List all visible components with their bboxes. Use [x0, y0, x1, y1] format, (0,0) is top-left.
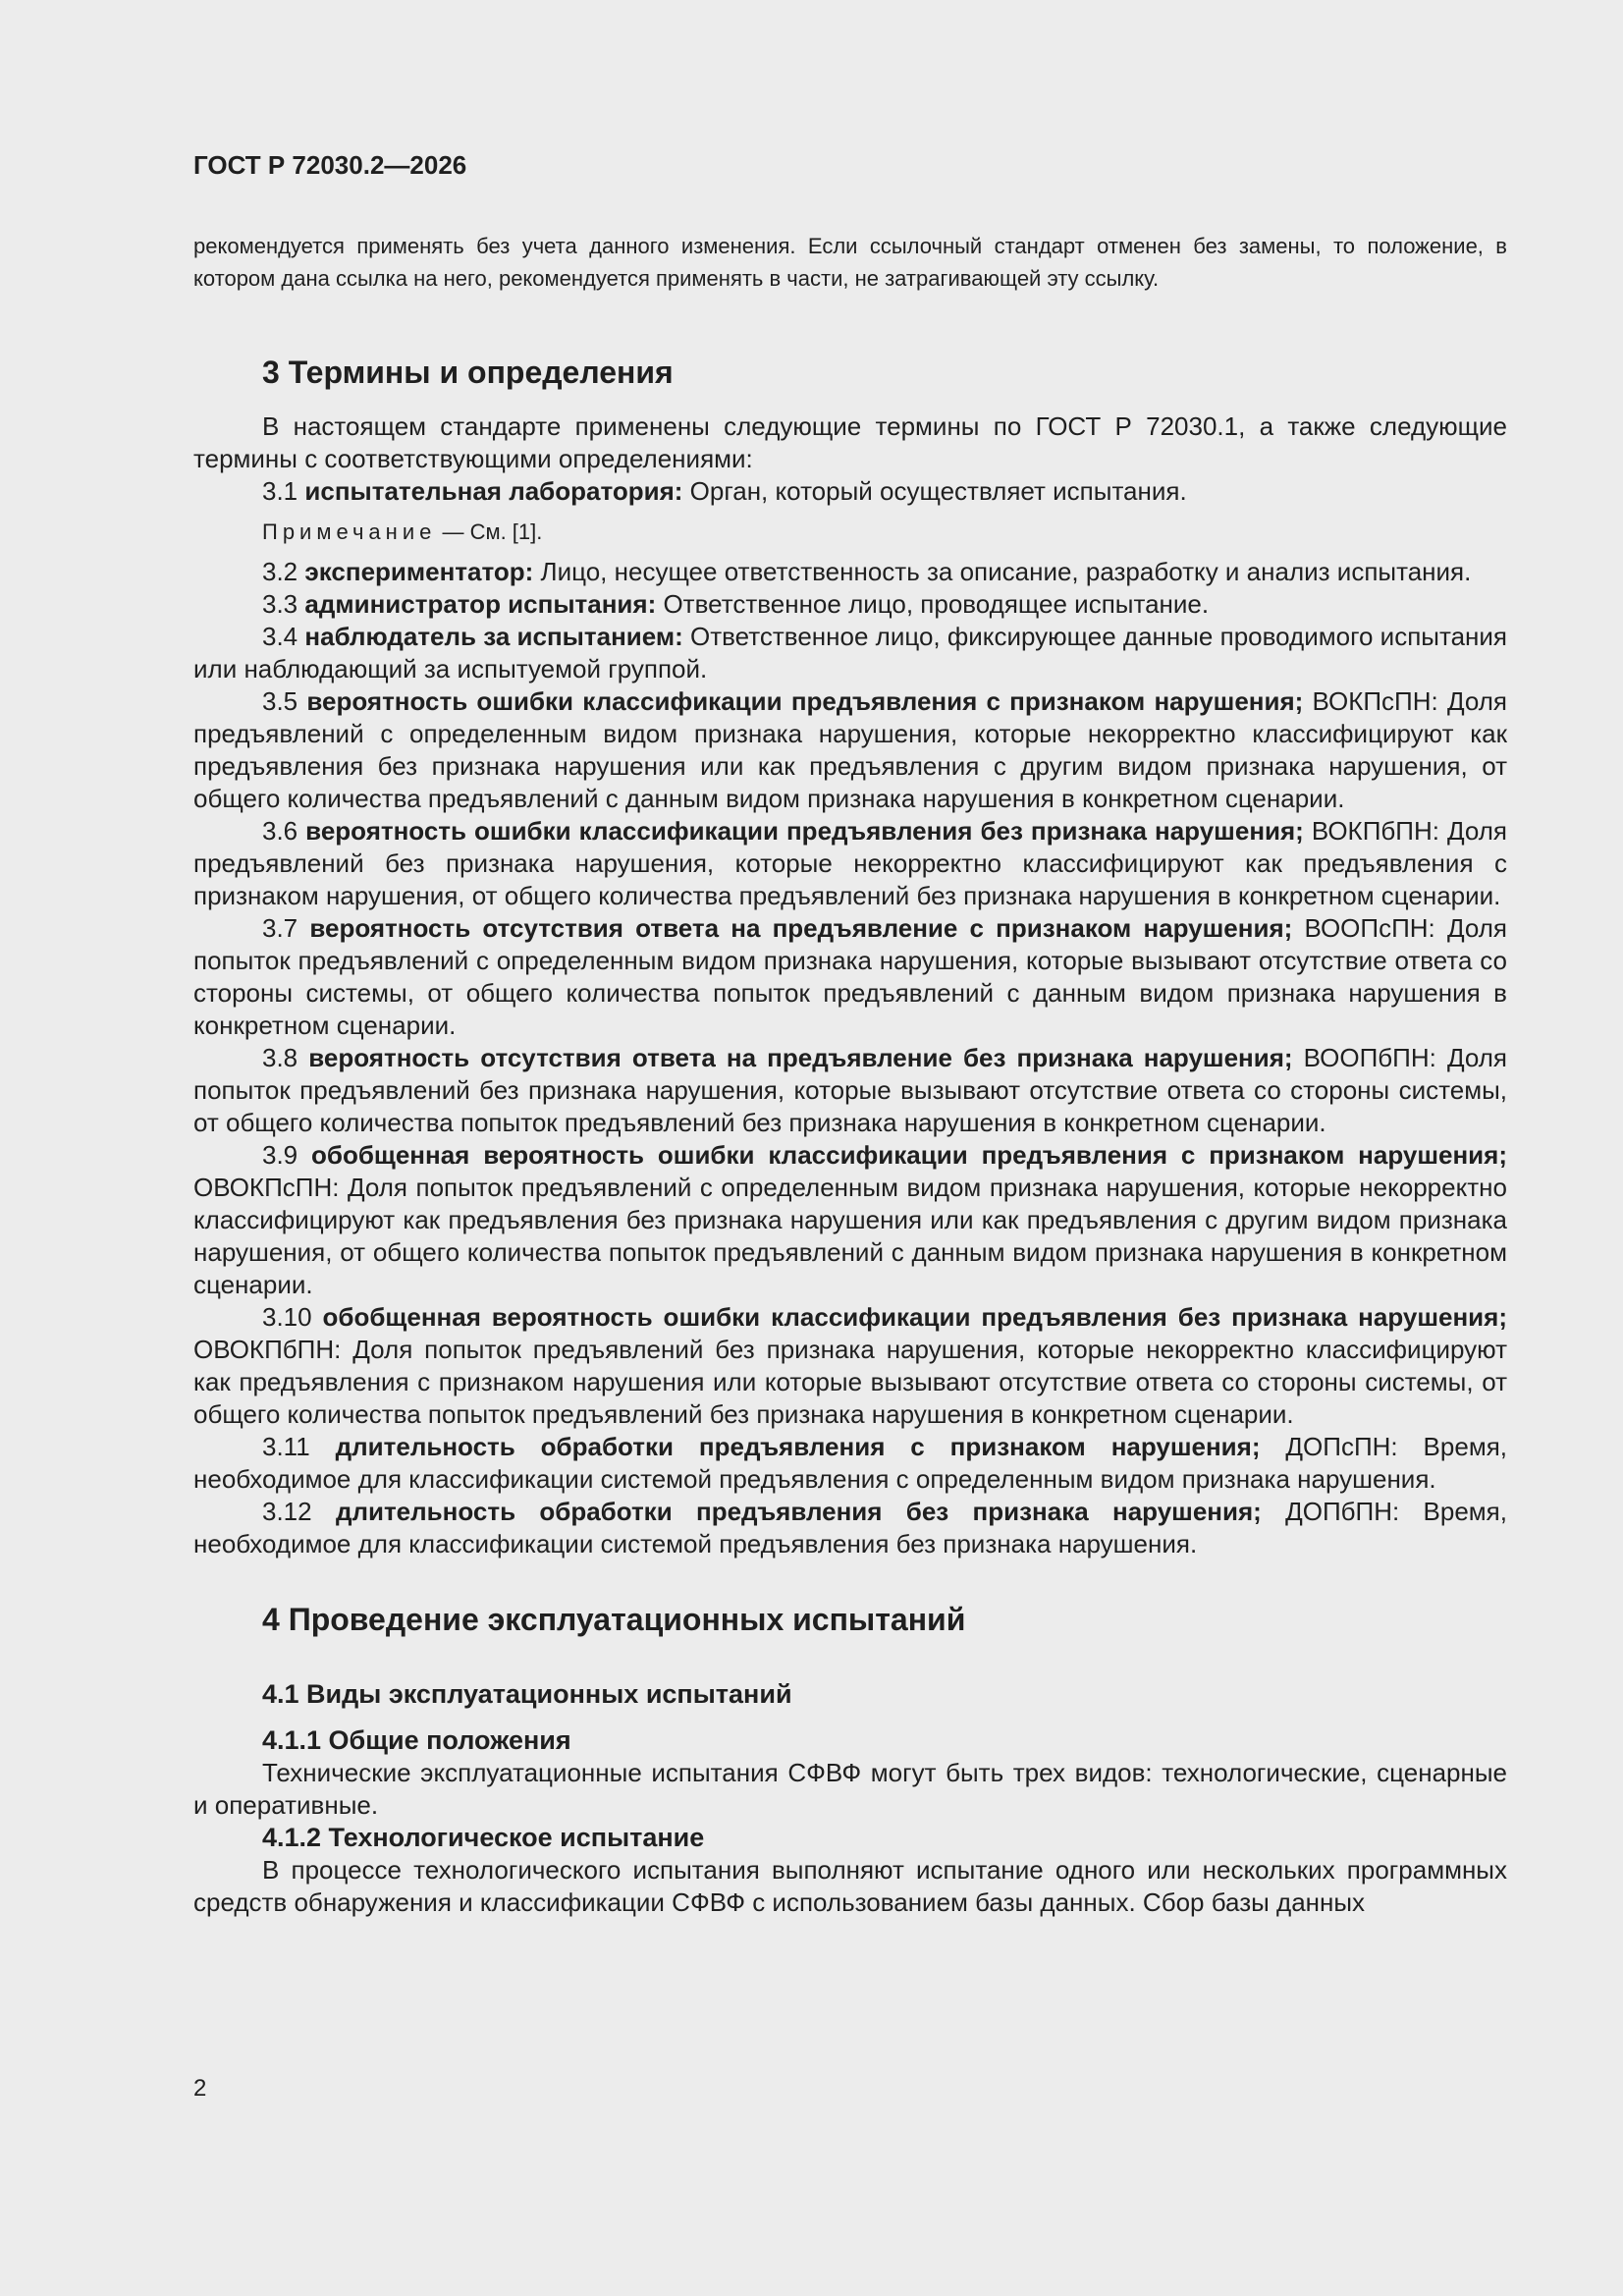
- term-number: 3.3: [262, 589, 298, 619]
- term-definition: ВООПсПН: Доля попыток предъявлений с определенным видом признака нарушения, которые вызывают отсутствие ответа со стороны системы, от общего количества попыток предъявлений с данным видом признака нарушения в конкретном сценарии.: [193, 913, 1507, 1040]
- term-definition: Лицо, несущее ответственность за описание, разработку и анализ испытания.: [533, 557, 1472, 586]
- term-number: 3.2: [262, 557, 298, 586]
- section-4-1-title: 4.1 Виды эксплуатационных испытаний: [262, 1679, 792, 1709]
- term-3-11: [193, 1431, 1507, 1496]
- term-name: экспериментатор:: [304, 557, 534, 586]
- term-number: 3.8: [262, 1043, 298, 1072]
- term-definition: ОВОКПбПН: Доля попыток предъявлений без признака нарушения, которые некорректно классифицируют как предъявления с признаком нарушения или которые вызывают отсутствие ответа со стороны системы, от общего количества попыток предъявлений без признака нарушения в конкретном сценарии.: [193, 1335, 1507, 1429]
- page-number: 2: [193, 2075, 207, 2102]
- term-3-6: [193, 815, 1507, 912]
- term-definition: ОВОКПсПН: Доля попыток предъявлений с определенным видом признака нарушения, которые некорректно классифицируют как предъявления без признака нарушения или как предъявления с другим видом признака нарушения, от общего количества попыток предъявлений с данным видом признака нарушения в конкретном сценарии.: [193, 1173, 1507, 1299]
- term-3-8: [193, 1042, 1507, 1139]
- term-name: наблюдатель за испытанием:: [304, 622, 683, 651]
- term-3-10: [193, 1301, 1507, 1431]
- page-content: [193, 145, 1507, 1919]
- term-definition: ДОПсПН: Время, необходимое для классификации системой предъявления с определенным видом признака нарушения.: [193, 1432, 1507, 1494]
- term-definition: ВОКПсПН: Доля предъявлений с определенным видом признака нарушения, которые некорректно классифицируют как предъявления без признака нарушения или как предъявления с другим видом признака нарушения, от общего количества предъявлений с данным видом признака нарушения в конкретном сценарии.: [193, 686, 1507, 813]
- term-number: 3.6: [262, 816, 298, 846]
- term-3-7: [193, 912, 1507, 1042]
- term-number: 3.4: [262, 622, 298, 651]
- term-3-12: [193, 1496, 1507, 1560]
- term-definition: ВОКПбПН: Доля предъявлений без признака нарушения, которые некорректно классифицируют как предъявления с признаком нарушения, от общего количества предъявлений без признака нарушения в конкретном сценарии.: [193, 816, 1507, 910]
- term-name: вероятность ошибки классификации предъявления без признака нарушения;: [305, 816, 1304, 846]
- term-definition: Ответственное лицо, проводящее испытание.: [656, 589, 1210, 619]
- term-name: длительность обработки предъявления без признака нарушения;: [335, 1497, 1262, 1526]
- term-name: обобщенная вероятность ошибки классификации предъявления без признака нарушения;: [322, 1302, 1507, 1332]
- term-number: 3.11: [262, 1432, 310, 1461]
- term-number: 3.1: [262, 476, 298, 506]
- document-header-code: ГОСТ Р 72030.2—2026: [193, 150, 467, 180]
- term-name: вероятность ошибки классификации предъявления с признаком нарушения;: [306, 686, 1304, 716]
- note-label: Примечание: [262, 519, 437, 544]
- note-text: — См. [1].: [436, 519, 543, 544]
- section-4-title: 4 Проведение эксплуатационных испытаний: [262, 1602, 966, 1637]
- term-3-9: [193, 1139, 1507, 1301]
- term-3-2: [193, 556, 1507, 588]
- term-name: обобщенная вероятность ошибки классификации предъявления с признаком нарушения;: [311, 1140, 1507, 1170]
- section-4-1-2-title: 4.1.2 Технологическое испытание: [262, 1823, 705, 1852]
- section-4-1-1-text: Технические эксплуатационные испытания СФВФ могут быть трех видов: технологические, сценарные и оперативные.: [193, 1758, 1507, 1820]
- term-name: испытательная лаборатория:: [304, 476, 683, 506]
- term-definition: ДОПбПН: Время, необходимое для классификации системой предъявления без признака нарушения.: [193, 1497, 1507, 1558]
- section-4-1-2-text: В процессе технологического испытания выполняют испытание одного или нескольких программных средств обнаружения и классификации СФВФ с использованием базы данных. Сбор базы данных: [193, 1855, 1507, 1917]
- section-3-lead: В настоящем стандарте применены следующие термины по ГОСТ Р 72030.1, а также следующие термины с соответствующими определениями:: [193, 411, 1507, 473]
- note-3-1: [193, 516, 1507, 548]
- term-3-4: [193, 621, 1507, 685]
- term-3-1: [193, 475, 1507, 508]
- section-4-1-1-title: 4.1.1 Общие положения: [262, 1725, 571, 1755]
- term-definition: ВООПбПН: Доля попыток предъявлений без признака нарушения, которые вызывают отсутствие ответа со стороны системы, от общего количества попыток предъявлений без признака нарушения в конкретном сценарии.: [193, 1043, 1507, 1137]
- term-name: длительность обработки предъявления с признаком нарушения;: [335, 1432, 1261, 1461]
- section-3-title: 3 Термины и определения: [262, 355, 674, 390]
- term-name: вероятность отсутствия ответа на предъявление без признака нарушения;: [308, 1043, 1293, 1072]
- term-name: вероятность отсутствия ответа на предъявление с признаком нарушения;: [309, 913, 1293, 943]
- intro-paragraph: рекомендуется применять без учета данного изменения. Если ссылочный стандарт отменен без замены, то положение, в котором дана ссылка на него, рекомендуется применять в части, не затрагивающей эту ссылку.: [193, 234, 1507, 291]
- term-3-5: [193, 685, 1507, 815]
- term-definition: Орган, который осуществляет испытания.: [682, 476, 1187, 506]
- term-number: 3.10: [262, 1302, 312, 1332]
- term-number: 3.7: [262, 913, 298, 943]
- term-definition: Ответственное лицо, фиксирующее данные проводимого испытания или наблюдающий за испытуемой группой.: [193, 622, 1507, 683]
- term-number: 3.9: [262, 1140, 298, 1170]
- term-3-3: [193, 588, 1507, 621]
- term-name: администратор испытания:: [304, 589, 657, 619]
- term-number: 3.12: [262, 1497, 312, 1526]
- term-number: 3.5: [262, 686, 298, 716]
